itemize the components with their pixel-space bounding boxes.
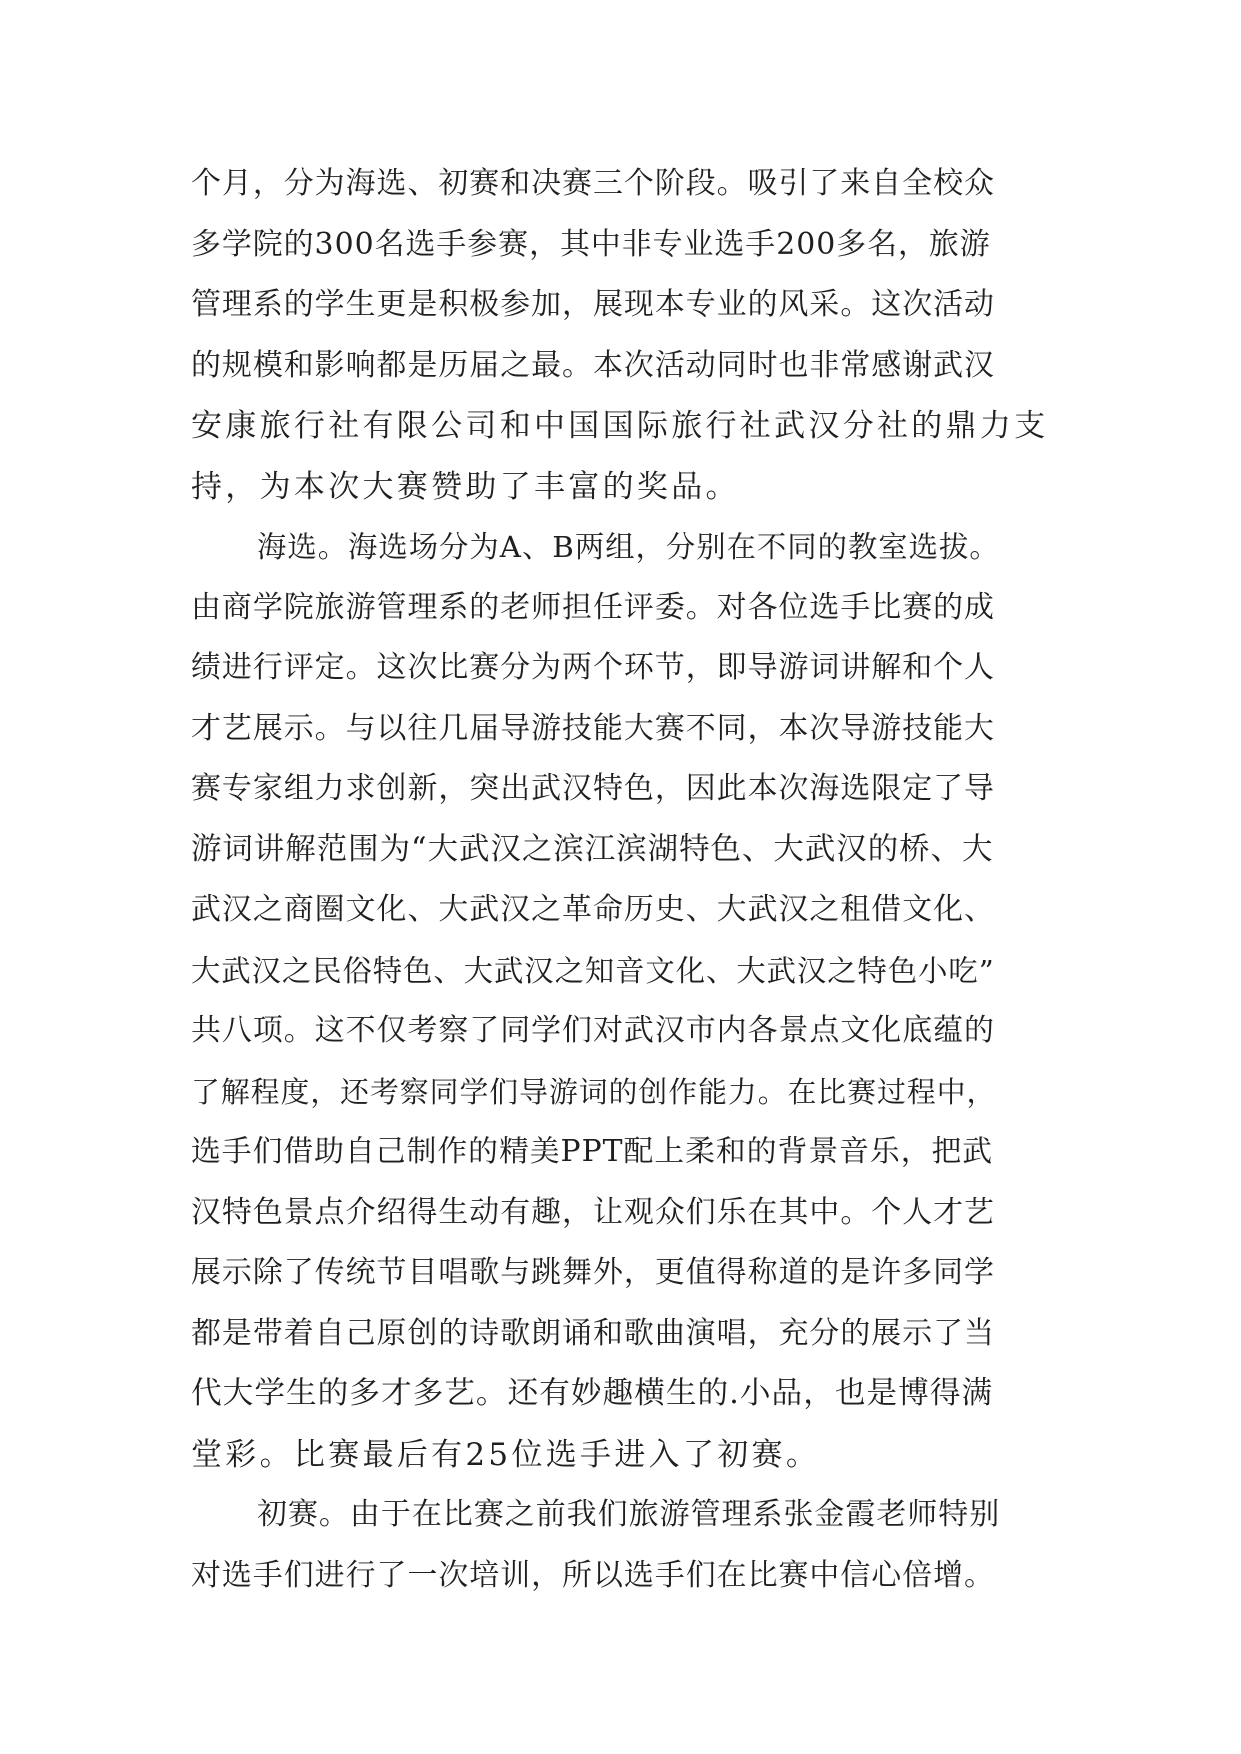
text-line: 绩进行评定。这次比赛分为两个环节，即导游词讲解和个人 xyxy=(191,650,995,685)
text-line: 管理系的学生更是积极参加，展现本专业的风采。这次活动 xyxy=(191,287,995,322)
text-line: 大武汉之民俗特色、大武汉之知音文化、大武汉之特色小吃” xyxy=(191,953,995,988)
text-line: 的规模和影响都是历届之最。本次活动同时也非常感谢武汉 xyxy=(191,347,995,383)
text-line: 堂彩。比赛最后有25位选手进入了初赛。 xyxy=(191,1436,821,1473)
text-line: 持，为本次大赛赞助了丰富的奖品。 xyxy=(191,468,740,505)
text-line: 多学院的300名选手参赛，其中非专业选手200多名，旅游 xyxy=(191,226,991,262)
text-line: 汉特色景点介绍得生动有趣，让观众们乐在其中。个人才艺 xyxy=(191,1194,995,1230)
text-line: 选手们借助自己制作的精美PPT配上柔和的背景音乐，把武 xyxy=(191,1134,994,1169)
text-line: 个月，分为海选、初赛和决赛三个阶段。吸引了来自全校众 xyxy=(191,166,995,201)
text-line: 赛专家组力求创新，突出武汉特色，因此本次海选限定了导 xyxy=(191,771,995,806)
text-line: 游词讲解范围为“大武汉之滨江滨湖特色、大武汉的桥、大 xyxy=(191,831,994,867)
body-text xyxy=(191,154,1061,1606)
text-line: 了解程度，还考察同学们导游词的创作能力。在比赛过程中， xyxy=(191,1074,997,1109)
text-line: 展示除了传统节目唱歌与跳舞外，更值得称道的是许多同学 xyxy=(191,1255,995,1290)
text-line: 都是带着自己原创的诗歌朗诵和歌曲演唱，充分的展示了当 xyxy=(191,1315,995,1351)
text-line: 才艺展示。与以往几届导游技能大赛不同，本次导游技能大 xyxy=(191,710,995,746)
text-line: 代大学生的多才多艺。还有妙趣横生的.小品，也是博得满 xyxy=(191,1376,994,1411)
text-line: 由商学院旅游管理系的老师担任评委。对各位选手比赛的成 xyxy=(191,589,995,625)
text-line: 共八项。这不仅考察了同学们对武汉市内各景点文化底蕴的 xyxy=(191,1013,995,1048)
text-line: 对选手们进行了一次培训，所以选手们在比赛中信心倍增。 xyxy=(191,1557,995,1593)
text-line: 武汉之商圈文化、大武汉之革命历史、大武汉之租借文化、 xyxy=(191,892,995,927)
text-line: 安康旅行社有限公司和中国国际旅行社武汉分社的鼎力支 xyxy=(191,408,1049,444)
text-line: 初赛。由于在比赛之前我们旅游管理系张金霞老师特别 xyxy=(257,1497,1001,1532)
text-line: 海选。海选场分为A、B两组，分别在不同的教室选拔。 xyxy=(257,530,1000,564)
